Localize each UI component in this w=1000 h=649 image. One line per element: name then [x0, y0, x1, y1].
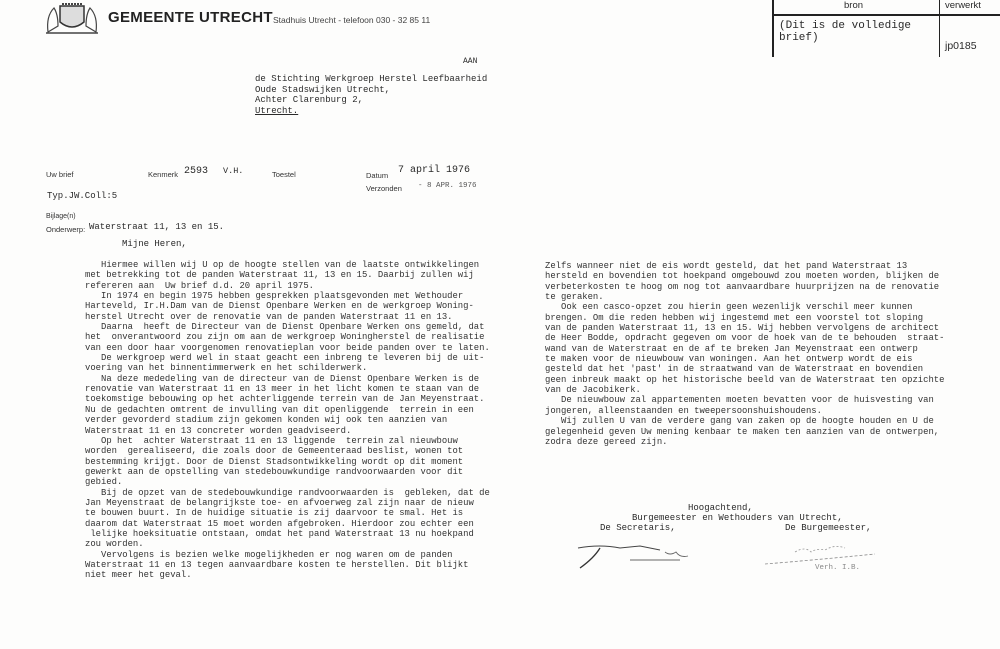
- body-line: van de Jacobikerk.: [545, 385, 641, 396]
- body-line: Na deze mededeling van de directeur van de Dienst Openbare Werken is de: [101, 373, 480, 384]
- initials-mark: Verh. I.B.: [815, 564, 861, 572]
- body-line: Nu de gedachten omtrent de invulling van dit openliggende terrein in een: [85, 404, 474, 415]
- body-line: In 1974 en begin 1975 hebben gesprekken plaatsgevonden met Wethouder: [101, 291, 464, 302]
- bijlagen-label: Bijlage(n): [46, 213, 76, 220]
- body-line: Waterstraat 11 en 13 tegen aanvaardbare kosten te herstellen. Dit blijkt: [85, 559, 469, 570]
- kenmerk-value: 2593: [184, 166, 209, 177]
- body-line: De werkgroep werd wel in staat geacht een inbreng te leveren bij de uit-: [101, 353, 485, 364]
- body-line: Wij zullen U van de verdere gang van zaken op de hoogte houden en U de: [561, 416, 934, 427]
- closing-greeting: Hoogachtend,: [688, 503, 753, 513]
- body-line: verbeterkosten te hoog om nog tot aanvaardbare huurprijzen na de renovatie: [545, 281, 940, 292]
- body-line: worden gerealiseerd, die zoals door de Gemeenteraad beslist, wonen tot: [85, 446, 464, 457]
- salutation: Mijne Heren,: [122, 239, 187, 249]
- body-line: zou worden.: [85, 539, 144, 550]
- body-line: herstel Utrecht over de renovatie van de panden Waterstraat 11 en 13.: [85, 311, 453, 322]
- datum-value: 7 april 1976: [398, 165, 471, 176]
- body-line: te bouwen buurt. In de huidige situatie is zij daarvoor te smal. Het is: [85, 508, 464, 519]
- city-coat-of-arms-logo: [44, 2, 100, 35]
- body-line: refereren aan Uw brief d.d. 20 april 1975.: [85, 280, 315, 291]
- kenmerk-initials: V.H.: [223, 166, 244, 176]
- archive-stamp-box: [772, 0, 1000, 57]
- recipient-line-2: Oude Stadswijken Utrecht,: [255, 84, 391, 95]
- body-line: De nieuwbouw zal appartementen moeten bevatten voor de huisvesting van: [561, 395, 934, 406]
- body-line: niet meer het geval.: [85, 570, 192, 581]
- recipient-line-3: Achter Clarenburg 2,: [255, 95, 364, 105]
- verwerkt-header: verwerkt: [945, 0, 981, 11]
- letterhead-address: Stadhuis Utrecht - telefoon 030 - 32 85 11: [273, 15, 431, 25]
- body-line: Zelfs wanneer niet de eis wordt gesteld, dat het pand Waterstraat 13: [545, 261, 908, 271]
- secretary-signature: [570, 540, 710, 570]
- body-line: van een door haar voorgenomen renovatieplan voor beide panden over te laten.: [85, 342, 490, 353]
- body-line: brengen. Om die reden hebben wij ingestemd met een voorstel tot sloping: [545, 312, 924, 323]
- secretary-title: De Secretaris,: [600, 523, 676, 533]
- body-line: wand van de Waterstraat en de af te breken Jan Meyenstraat een ontwerp: [545, 343, 918, 354]
- body-line: Ook een casco-opzet zou hierin geen wezenlijk verschil meer kunnen: [561, 302, 913, 313]
- bron-line-2: brief): [779, 32, 819, 44]
- body-line: Hiermee willen wij U op de hoogte stellen van de laatste ontwikkelingen: [101, 260, 480, 270]
- body-line: zodra deze gereed zijn.: [545, 436, 668, 447]
- body-line: daarom dat Waterstraat 15 moet worden afgebroken. Hierdoor zou echter een: [85, 518, 474, 529]
- body-line: Harteveld, Ir.H.Dam van de Dienst Openbare Werken en de werkgroep Woning-: [85, 301, 474, 312]
- body-line: Vervolgens is bezien welke mogelijkheden er nog waren om de panden: [101, 549, 453, 560]
- aan-label: AAN: [463, 57, 478, 66]
- body-line: lelijke hoeksituatie ontstaan, omdat het pand Waterstraat 13 nu hoekpand: [85, 528, 474, 539]
- recipient-line-4: Utrecht.: [255, 105, 299, 116]
- bron-header: bron: [844, 0, 864, 11]
- body-line: jongeren, alleenstaanden en tweepersoonshuishoudens.: [545, 405, 822, 416]
- closing-body: Burgemeester en Wethouders van Utrecht,: [632, 513, 843, 523]
- body-line: te geraken.: [545, 292, 604, 303]
- body-line: bestemming krijgt. Door de Dienst Stadsontwikkeling wordt op dit moment: [85, 456, 464, 467]
- body-line: gesteld dat het 'past' in de straatwand van de Waterstraat en bovendien: [545, 364, 924, 375]
- mayor-title: De Burgemeester,: [785, 523, 872, 533]
- typist-reference: Typ.JW.Coll:5: [47, 191, 118, 201]
- body-line: renovatie van Waterstraat 11 en 13 meer in het licht komen te staan van de: [85, 384, 480, 395]
- body-line: Bij de opzet van de stedebouwkundige randvoorwaarden is gebleken, dat de: [101, 487, 490, 498]
- datum-label: Datum: [366, 171, 389, 180]
- verwerkt-code: jp0185: [945, 40, 977, 52]
- recipient-line-1: de Stichting Werkgroep Herstel Leefbaarheid: [255, 74, 488, 84]
- onderwerp-label: Onderwerp:: [46, 225, 86, 234]
- body-line: geen inbreuk maakt op het historische beeld van de Waterstraat ten opzichte: [545, 374, 945, 385]
- bron-line-1: (Dit is de volledige: [779, 20, 912, 32]
- verzonden-label: Verzonden: [366, 184, 402, 193]
- onderwerp-value: Waterstraat 11, 13 en 15.: [89, 222, 225, 232]
- body-left-column: [85, 260, 490, 581]
- body-line: gelegenheid geven Uw mening kenbaar te maken ten aanzien van de ontwerpen,: [545, 426, 940, 437]
- body-line: hersteld en bovendien tot hoekpand omgebouwd zou moeten worden, blijken de: [545, 271, 940, 282]
- body-line: verder gevorderd stadium zijn gekomen konden wij ook ten aanzien van: [85, 415, 448, 426]
- body-line: de Heer Bodde, opdracht gegeven om voor de hoek van de te behouden straat-: [545, 333, 945, 344]
- body-line: Daarna heeft de Directeur van de Dienst Openbare Werken ons gemeld, dat: [101, 322, 485, 333]
- verzonden-stamp: - 8 APR. 1976: [418, 182, 477, 190]
- body-line: Waterstraat 11 en 13 concreter worden geadviseerd.: [85, 425, 352, 436]
- body-line: Op het achter Waterstraat 11 en 13 liggende terrein zal nieuwbouw: [101, 435, 458, 446]
- body-line: gebied.: [85, 477, 123, 488]
- body-line: van de panden Waterstraat 11, 13 en 15. Wij hebben vervolgens de architect: [545, 323, 940, 334]
- body-line: voering van het binnentimmerwerk en het schilderwerk.: [85, 363, 368, 374]
- body-line: te maken voor de nieuwbouw van woningen. Aan het ontwerp wordt de eis: [545, 354, 913, 365]
- body-line: toekomstige bebouwing op het achterliggende terrein van de Jan Meyenstraat.: [85, 394, 485, 405]
- body-line: het onverantwoord zou zijn om aan de werkgroep Woningherstel de realisatie: [85, 332, 485, 343]
- uw-brief-label: Uw brief: [46, 170, 74, 179]
- body-line: gewerkt aan de opstelling van stedebouwkundige randvoorwaarden voor dit: [85, 466, 464, 477]
- body-right-column: [545, 261, 944, 447]
- kenmerk-label: Kenmerk: [148, 170, 179, 179]
- body-line: Jan Meyenstraat de belangrijkste toe- en afvoerweg zal zijn naar de nieuw: [85, 497, 474, 508]
- toestel-label: Toestel: [272, 170, 296, 179]
- body-line: met betrekking tot de panden Waterstraat 11, 13 en 15. Daarbij zullen wij: [85, 270, 474, 281]
- letterhead-name: GEMEENTE UTRECHT: [108, 9, 273, 26]
